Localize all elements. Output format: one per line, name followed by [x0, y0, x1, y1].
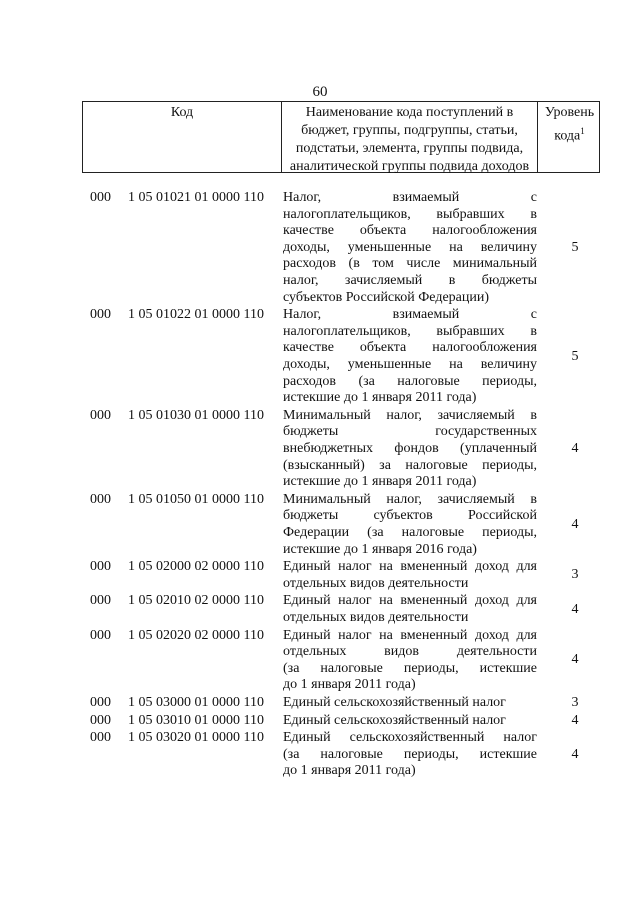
admin-code: 000 — [90, 190, 111, 205]
admin-code: 000 — [90, 559, 111, 575]
revenue-name-line: Налог, взимаемый с — [283, 190, 537, 205]
revenue-code: 1 05 02010 02 0000 110 — [128, 593, 264, 609]
revenue-name-line: Налог, взимаемый с — [283, 307, 537, 323]
page-number: 60 — [312, 84, 328, 100]
header-name-line: аналитической группы подвида доходов — [289, 159, 530, 174]
revenue-name-line: отдельных видов деятельности — [283, 644, 537, 660]
revenue-name — [283, 628, 537, 694]
revenue-code: 1 05 01021 01 0000 110 — [128, 190, 264, 205]
revenue-name-line: налогоплательщиков, выбравших в — [283, 206, 537, 222]
revenue-name-line: Единый сельскохозяйственный налог — [283, 695, 506, 710]
level-value: 4 — [571, 516, 579, 532]
revenue-name-line: (за налоговые периоды, истекшие — [283, 746, 537, 762]
table-row — [0, 713, 640, 730]
table-row — [0, 307, 640, 407]
header-level-line: кода$^1$ — [554, 126, 585, 144]
level-value: 4 — [571, 652, 579, 668]
revenue-name — [283, 559, 537, 592]
table-header — [82, 101, 600, 173]
revenue-name-line: Единый налог на вмененный доход для — [283, 627, 537, 643]
header-name-line: подстатьи, элемента, группы подвида, — [295, 141, 524, 156]
revenue-name-line: до 1 января 2011 года) — [283, 763, 416, 779]
revenue-name-line: Единый налог на вмененный доход для — [283, 593, 537, 609]
revenue-code: 1 05 01030 01 0000 110 — [128, 407, 264, 423]
header-level-line: Уровень — [544, 105, 595, 120]
revenue-name-line: (взысканный) за налоговые периоды, — [283, 457, 537, 473]
revenue-name-line: бюджеты государственных — [283, 424, 537, 440]
table-row — [0, 730, 640, 780]
level-value: 4 — [571, 601, 579, 617]
table-row — [0, 408, 640, 491]
revenue-name — [283, 307, 537, 407]
revenue-name-line: Федерации (за налоговые периоды, — [283, 524, 537, 540]
revenue-code: 1 05 03000 01 0000 110 — [128, 695, 264, 710]
revenue-name-line: расходов (за налоговые периоды, — [283, 373, 537, 389]
revenue-name-line: отдельных видов деятельности — [283, 575, 469, 591]
admin-code: 000 — [90, 307, 111, 323]
revenue-name — [283, 190, 537, 306]
revenue-name-line: качестве объекта налогообложения — [283, 340, 537, 356]
revenue-name-line: бюджеты субъектов Российской — [283, 508, 537, 524]
admin-code: 000 — [90, 627, 111, 643]
level-value: 4 — [571, 712, 579, 728]
revenue-code: 1 05 02020 02 0000 110 — [128, 627, 264, 643]
table-row — [0, 492, 640, 558]
revenue-name-line: Единый налог на вмененный доход для — [283, 559, 537, 575]
header-name — [282, 102, 538, 172]
level-value: 5 — [571, 348, 579, 364]
revenue-name-line: до 1 января 2011 года) — [283, 677, 416, 693]
revenue-name-line: налогоплательщиков, выбравших в — [283, 323, 537, 339]
level-value: 3 — [571, 567, 579, 583]
revenue-name-line: (за налоговые периоды, истекшие — [283, 660, 537, 676]
admin-code: 000 — [90, 730, 111, 746]
revenue-code: 1 05 03020 01 0000 110 — [128, 730, 264, 746]
admin-code: 000 — [90, 695, 111, 710]
revenue-code: 1 05 01022 01 0000 110 — [128, 307, 264, 323]
revenue-name — [283, 695, 537, 712]
revenue-code: 1 05 01050 01 0000 110 — [128, 491, 264, 507]
level-value: 3 — [571, 695, 579, 710]
revenue-name-line: Единый сельскохозяйственный налог — [283, 712, 506, 728]
admin-code: 000 — [90, 593, 111, 609]
revenue-name — [283, 492, 537, 558]
revenue-code: 1 05 02000 02 0000 110 — [128, 559, 264, 575]
revenue-name — [283, 713, 537, 730]
level-value: 4 — [571, 440, 579, 456]
revenue-name-line: истекшие до 1 января 2016 года) — [283, 541, 477, 557]
header-name-line: бюджет, группы, подгруппы, статьи, — [301, 123, 518, 138]
revenue-code: 1 05 03010 01 0000 110 — [128, 712, 264, 728]
table-row — [0, 190, 640, 306]
table-row — [0, 593, 640, 626]
revenue-name-line: Минимальный налог, зачисляемый в — [283, 491, 537, 507]
revenue-name-line: истекшие до 1 января 2011 года) — [283, 474, 477, 490]
header-name-line: Наименование кода поступлений в — [305, 105, 514, 120]
table-row — [0, 628, 640, 694]
revenue-name-line: внебюджетных фондов (уплаченный — [283, 440, 537, 456]
revenue-name-line: субъектов Российской Федерации) — [283, 289, 490, 305]
revenue-name-line: Единый сельскохозяйственный налог — [283, 730, 537, 746]
revenue-name-line: истекшие до 1 января 2011 года) — [283, 390, 477, 406]
admin-code: 000 — [90, 712, 111, 728]
table-row — [0, 559, 640, 592]
revenue-name — [283, 593, 537, 626]
revenue-name — [283, 408, 537, 491]
header-code: Код — [83, 102, 282, 172]
admin-code: 000 — [90, 407, 111, 423]
admin-code: 000 — [90, 491, 111, 507]
revenue-name-line: Минимальный налог, зачисляемый в — [283, 407, 537, 423]
revenue-name — [283, 730, 537, 780]
revenue-name-line: расходов (в том числе минимальный — [283, 256, 537, 272]
header-level — [538, 102, 601, 172]
footnote-marker: 1 — [580, 126, 585, 136]
revenue-name-line: доходы, уменьшенные на величину — [283, 356, 537, 372]
revenue-name-line: доходы, уменьшенные на величину — [283, 239, 537, 255]
revenue-name-line: качестве объекта налогообложения — [283, 223, 537, 239]
level-value: 5 — [571, 239, 579, 255]
revenue-name-line: налог, зачисляемый в бюджеты — [283, 272, 537, 288]
level-value: 4 — [571, 746, 579, 762]
revenue-name-line: отдельных видов деятельности — [283, 609, 469, 625]
table-row — [0, 695, 640, 712]
